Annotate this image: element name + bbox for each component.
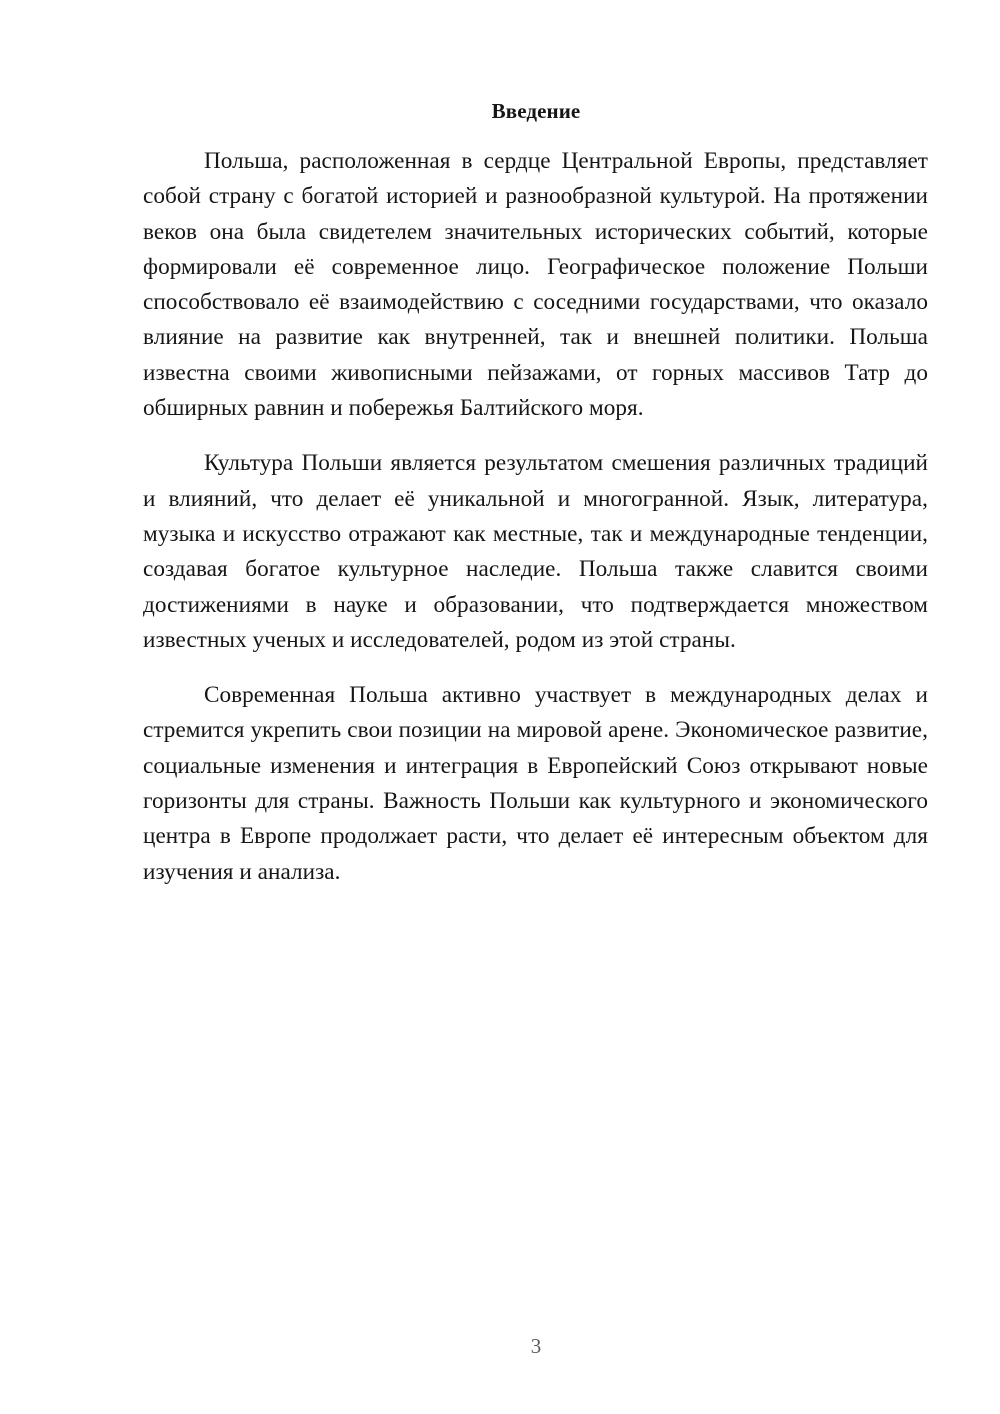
paragraph-1: Польша, расположенная в сердце Центральной Европы, представляет собой страну с богатой историей и разнообразной культурой. На протяжении веков она была свидетелем значительных исторических событий, которые формировали её современное лицо. Географическое положение Польши способствовало её взаимодействию с соседними государствами, что оказало влияние на развитие как внутренней, так и внешней политики. Польша известна своими живописными пейзажами, от горных массивов Татр до обширных равнин и побережья Балтийского моря. (143, 148, 928, 422)
paragraph-2: Культура Польши является результатом смешения различных традиций и влияний, что делает её уникальной и многогранной. Язык, литература, музыка и искусство отражают как местные, так и международные тенденции, создавая богатое культурное наследие. Польша также славится своими достижениями в науке и образовании, что подтверждается множеством известных ученых и исследователей, родом из этой страны. (143, 450, 928, 653)
page-number: 3 (530, 1334, 542, 1358)
paragraph-3: Современная Польша активно участвует в международных делах и стремится укрепить свои позиции на мировой арене. Экономическое развитие, социальные изменения и интеграция в Европейский Союз открывают новые горизонты для страны. Важность Польши как культурного и экономического центра в Европе продолжает расти, что делает её интересным объектом для изучения и анализа. (143, 682, 928, 885)
section-heading: Введение (491, 99, 581, 123)
body-text (143, 144, 928, 890)
